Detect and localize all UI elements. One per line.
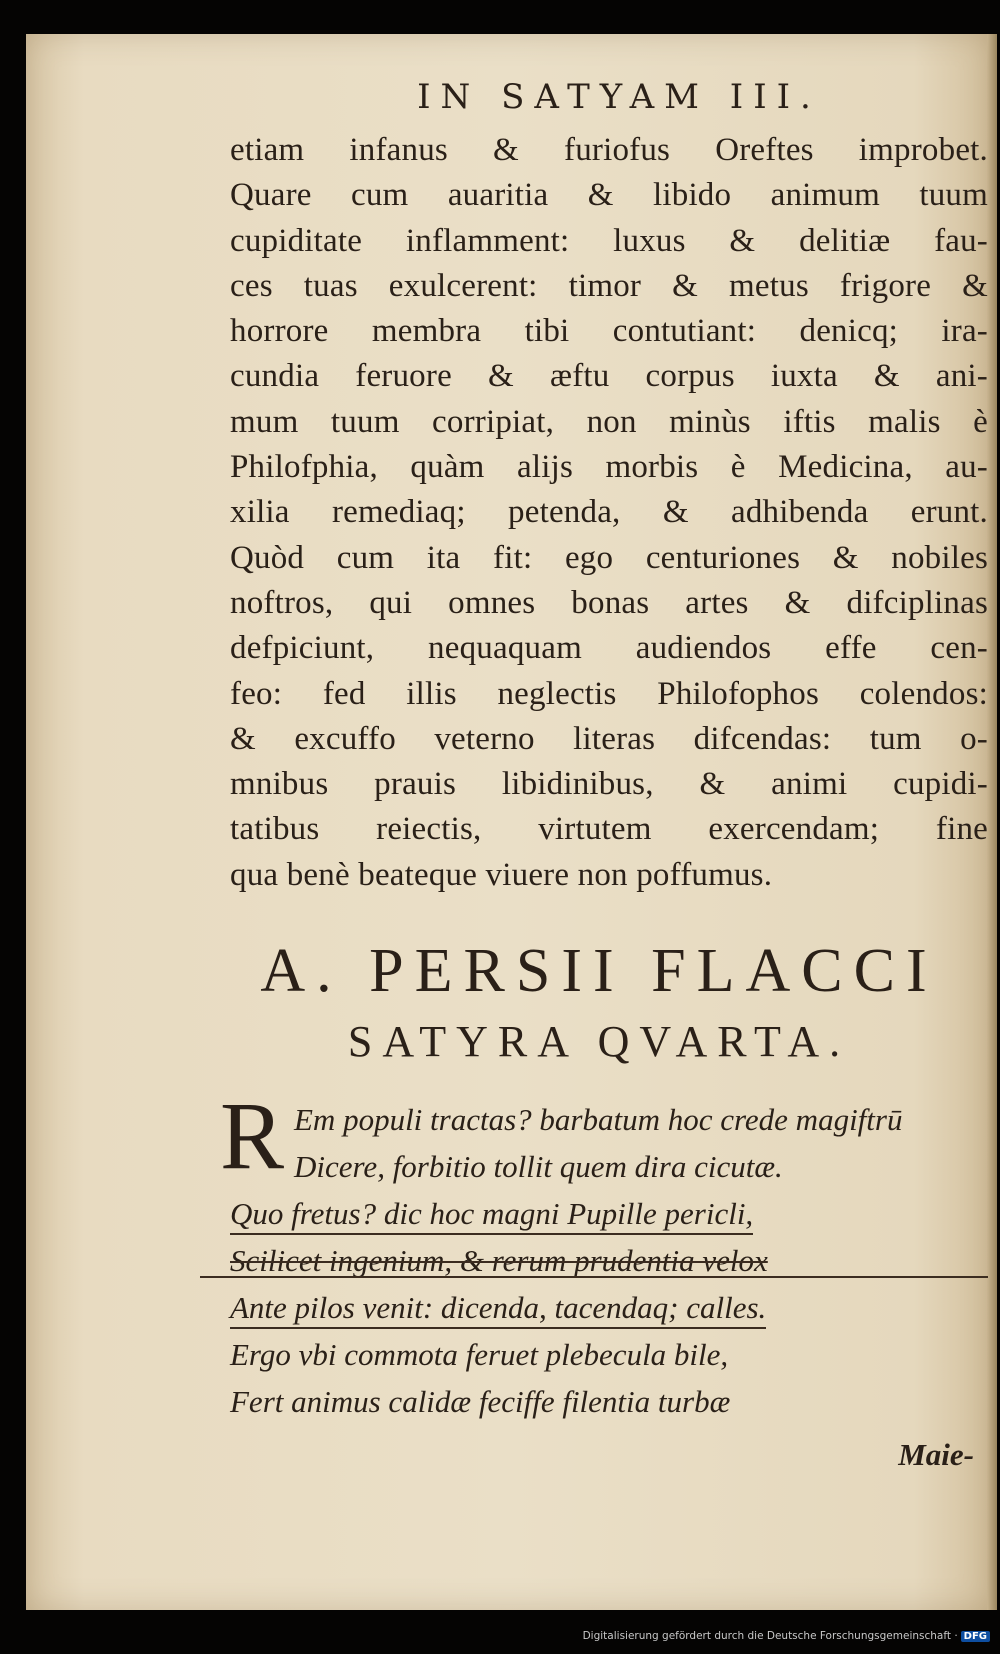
prose-line: Quare cum auaritia & libido animum tuum: [230, 177, 988, 214]
satire-subtitle: SATYRA QVARTA.: [347, 1017, 851, 1067]
digitization-credit: [583, 1630, 990, 1642]
verse-text: Ante pilos venit: dicenda, tacendaq; calles.: [230, 1290, 766, 1329]
verse-block: [220, 1082, 988, 1425]
verse-text: Ergo vbi commota feruet plebecula bile,: [230, 1337, 729, 1373]
prose-line: noftros, qui omnes bonas artes & difciplinas: [230, 584, 988, 621]
prose-line: ces tuas exulcerent: timor & metus frigore &: [230, 267, 988, 304]
prose-line: cundia feruore & æftu corpus iuxta & ani-: [230, 358, 988, 395]
prose-line: feo: fed illis neglectis Philofophos colendos:: [230, 675, 988, 712]
prose-line: xilia remediaq; petenda, & adhibenda erunt.: [230, 494, 988, 531]
verse-text: Quo fretus? dic hoc magni Pupille pericli,: [230, 1196, 753, 1235]
verse-text: Scilicet ingenium, & rerum prudentia velox: [230, 1243, 768, 1279]
prose-line: mum tuum corripiat, non minùs iftis malis è: [230, 403, 988, 440]
verse-line: [230, 1378, 988, 1425]
verse-line: [230, 1331, 988, 1378]
verse-line: [230, 1143, 988, 1190]
satire-title: A. PERSII FLACCI: [260, 937, 938, 1006]
verse-line: [230, 1096, 988, 1143]
verse-line: [230, 1190, 988, 1237]
dfg-logo: DFG: [961, 1631, 990, 1642]
prose-line: & excuffo veterno literas difcendas: tum o-: [230, 720, 988, 757]
verse-line: [230, 1237, 988, 1284]
text-block: [220, 74, 988, 1475]
page-edge: [987, 34, 997, 1610]
verse-text: Em populi tractas? barbatum hoc crede magiftrū: [294, 1102, 903, 1138]
prose-line: Quòd cum ita fit: ego centuriones & nobiles: [230, 539, 988, 576]
catchword: Maie-: [898, 1437, 974, 1473]
credit-text: Digitalisierung gefördert durch die Deutsche Forschungsgemeinschaft ·: [582, 1630, 958, 1642]
prose-line: etiam infanus & furiofus Oreftes improbet.: [230, 132, 988, 168]
verse-text: Fert animus calidæ feciffe filentia turbæ: [230, 1384, 731, 1420]
book-page: [26, 34, 991, 1610]
running-head: IN SATYAM III.: [417, 77, 821, 117]
prose-line: mnibus prauis libidinibus, & animi cupidi-: [230, 766, 988, 803]
verse-text: Dicere, forbitio tollit quem dira cicutæ.: [294, 1149, 783, 1185]
prose-line: defpiciunt, nequaquam audiendos effe cen-: [230, 630, 988, 667]
prose-line: tatibus reiectis, virtutem exercendam; fine: [230, 811, 988, 848]
prose-line: cupiditate inflamment: luxus & delitiæ fau-: [230, 222, 988, 259]
prose-line: qua benè beateque viuere non poffumus.: [230, 856, 773, 893]
drop-cap: R: [220, 1082, 285, 1190]
prose-line: horrore membra tibi contutiant: denicq; ira-: [230, 313, 988, 350]
prose-line: Philofphia, quàm alijs morbis è Medicina, au-: [230, 449, 988, 486]
prose-commentary: [230, 128, 988, 898]
verse-line: [230, 1284, 988, 1331]
